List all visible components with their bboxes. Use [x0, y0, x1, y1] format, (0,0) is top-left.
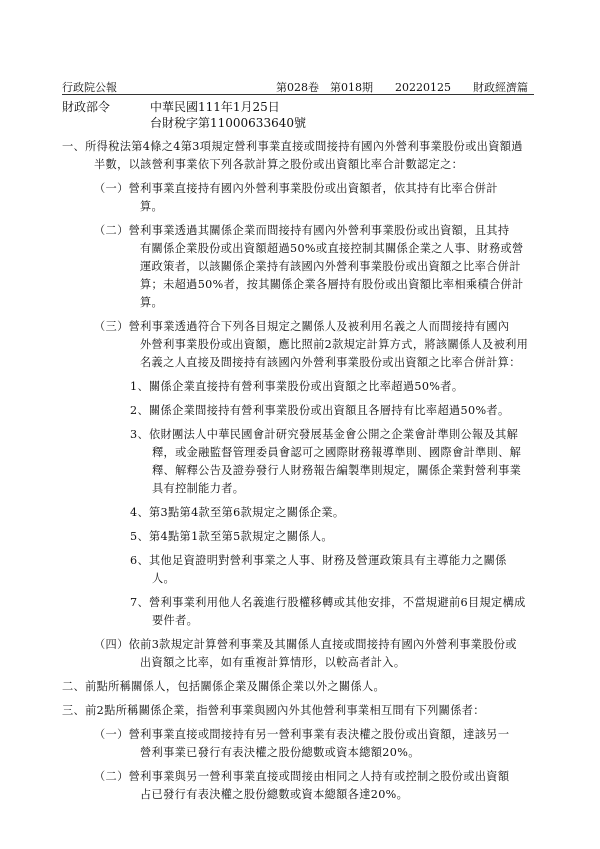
body-line: 釋，或金融監督管理委員會認可之國際財務報導準則、國際會計準則、解 [152, 446, 522, 459]
body-line: （一）營利事業直接持有國內外營利事業股份或出資額者，依其持有比率合併計 [94, 182, 498, 195]
body-line: 具有控制能力者。 [152, 482, 245, 495]
body-line: 出資額之比率，如有重複計算情形，以較高者計入。 [140, 656, 406, 669]
body-line: 名義之人直接及間接持有該國內外營利事業股份或出資額之比率合併計算： [140, 356, 521, 369]
body-line: 外營利事業股份或出資額，應比照前2款規定計算方式，將該關係人及被利用 [140, 338, 529, 351]
body-line: 一、所得稅法第4條之4第3項規定營利事業直接或間接持有國內外營利事業股份或出資額過 [62, 140, 523, 153]
body-line: （二）營利事業與另一營利事業直接或間接由相同之人持有或控制之股份或出資額 [94, 770, 510, 783]
issue-date: 中華民國111年1月25日 [150, 100, 280, 114]
body-line: 1、關係企業直接持有營利事業股份或出資額之比率超過50%者。 [130, 380, 464, 393]
body-line: 7、營利事業利用他人名義進行股權移轉或其他安排，不當規避前6目規定構成 [130, 596, 526, 609]
body-line: （一）營利事業直接或間接持有另一營利事業有表決權之股份或出資額，達該另一 [94, 728, 510, 741]
body-line: （三）營利事業透過符合下列各目規定之關係人及被利用名義之人而間接持有國內 [94, 320, 510, 333]
body-line: 營利事業已發行有表決權之股份總數或資本總額20%。 [140, 746, 420, 759]
header-divider [62, 94, 534, 95]
body-line: 算。 [140, 200, 164, 213]
body-line: 3、依財團法人中華民國會計研究發展基金會公開之企業會計準則公報及其解 [130, 428, 519, 441]
body-line: 有關係企業股份或出資額超過50%或直接控制其關係企業之人事、財務或營 [140, 242, 524, 255]
body-line: 算；未超過50%者，按其關係企業各層持有股份或出資額比率相乘積合併計 [140, 278, 524, 291]
body-line: 占已發行有表決權之股份總數或資本總額各達20%。 [140, 788, 409, 801]
body-line: 6、其他足資證明對營利事業之人事、財務及營運政策具有主導能力之關係 [130, 554, 507, 567]
body-line: 人。 [152, 572, 176, 585]
body-line: 5、第4點第1款至第5款規定之關係人。 [130, 530, 333, 543]
body-line: （二）營利事業透過其關係企業而間接持有國內外營利事業股份或出資額，且其持 [94, 224, 510, 237]
body-line: （四）依前3款規定計算營利事業及其關係人直接或間接持有國內外營利事業股份或 [94, 638, 517, 651]
body-line: 運政策者，以該關係企業持有該國內外營利事業股份或出資額之比率合併計 [140, 260, 521, 273]
body-line: 要件者。 [152, 614, 199, 627]
document-number: 台財稅字第11000633640號 [150, 116, 306, 130]
body-line: 二、前點所稱關係人，包括關係企業及關係企業以外之關係人。 [62, 680, 386, 693]
body-line: 算。 [140, 296, 164, 309]
volume-info: 第028卷 第018期 20220125 財政經濟篇 [276, 81, 528, 94]
body-line: 釋、解釋公告及證券發行人財務報告編製準則規定，關係企業對營利事業 [152, 464, 522, 477]
publication-name: 行政院公報 [62, 81, 117, 94]
body-line: 2、關係企業間接持有營利事業股份或出資額且各層持有比率超過50%者。 [130, 404, 510, 417]
issuing-authority: 財政部令 [62, 100, 111, 114]
body-line: 4、第3點第4款至第6款規定之關係企業。 [130, 506, 345, 519]
body-line: 半數，以該營利事業依下列各款計算之股份或出資額比率合計數認定之： [94, 158, 464, 171]
body-line: 三、前2點所稱關係企業，指營利事業與國內外其他營利事業相互間有下列關係者： [62, 704, 485, 717]
